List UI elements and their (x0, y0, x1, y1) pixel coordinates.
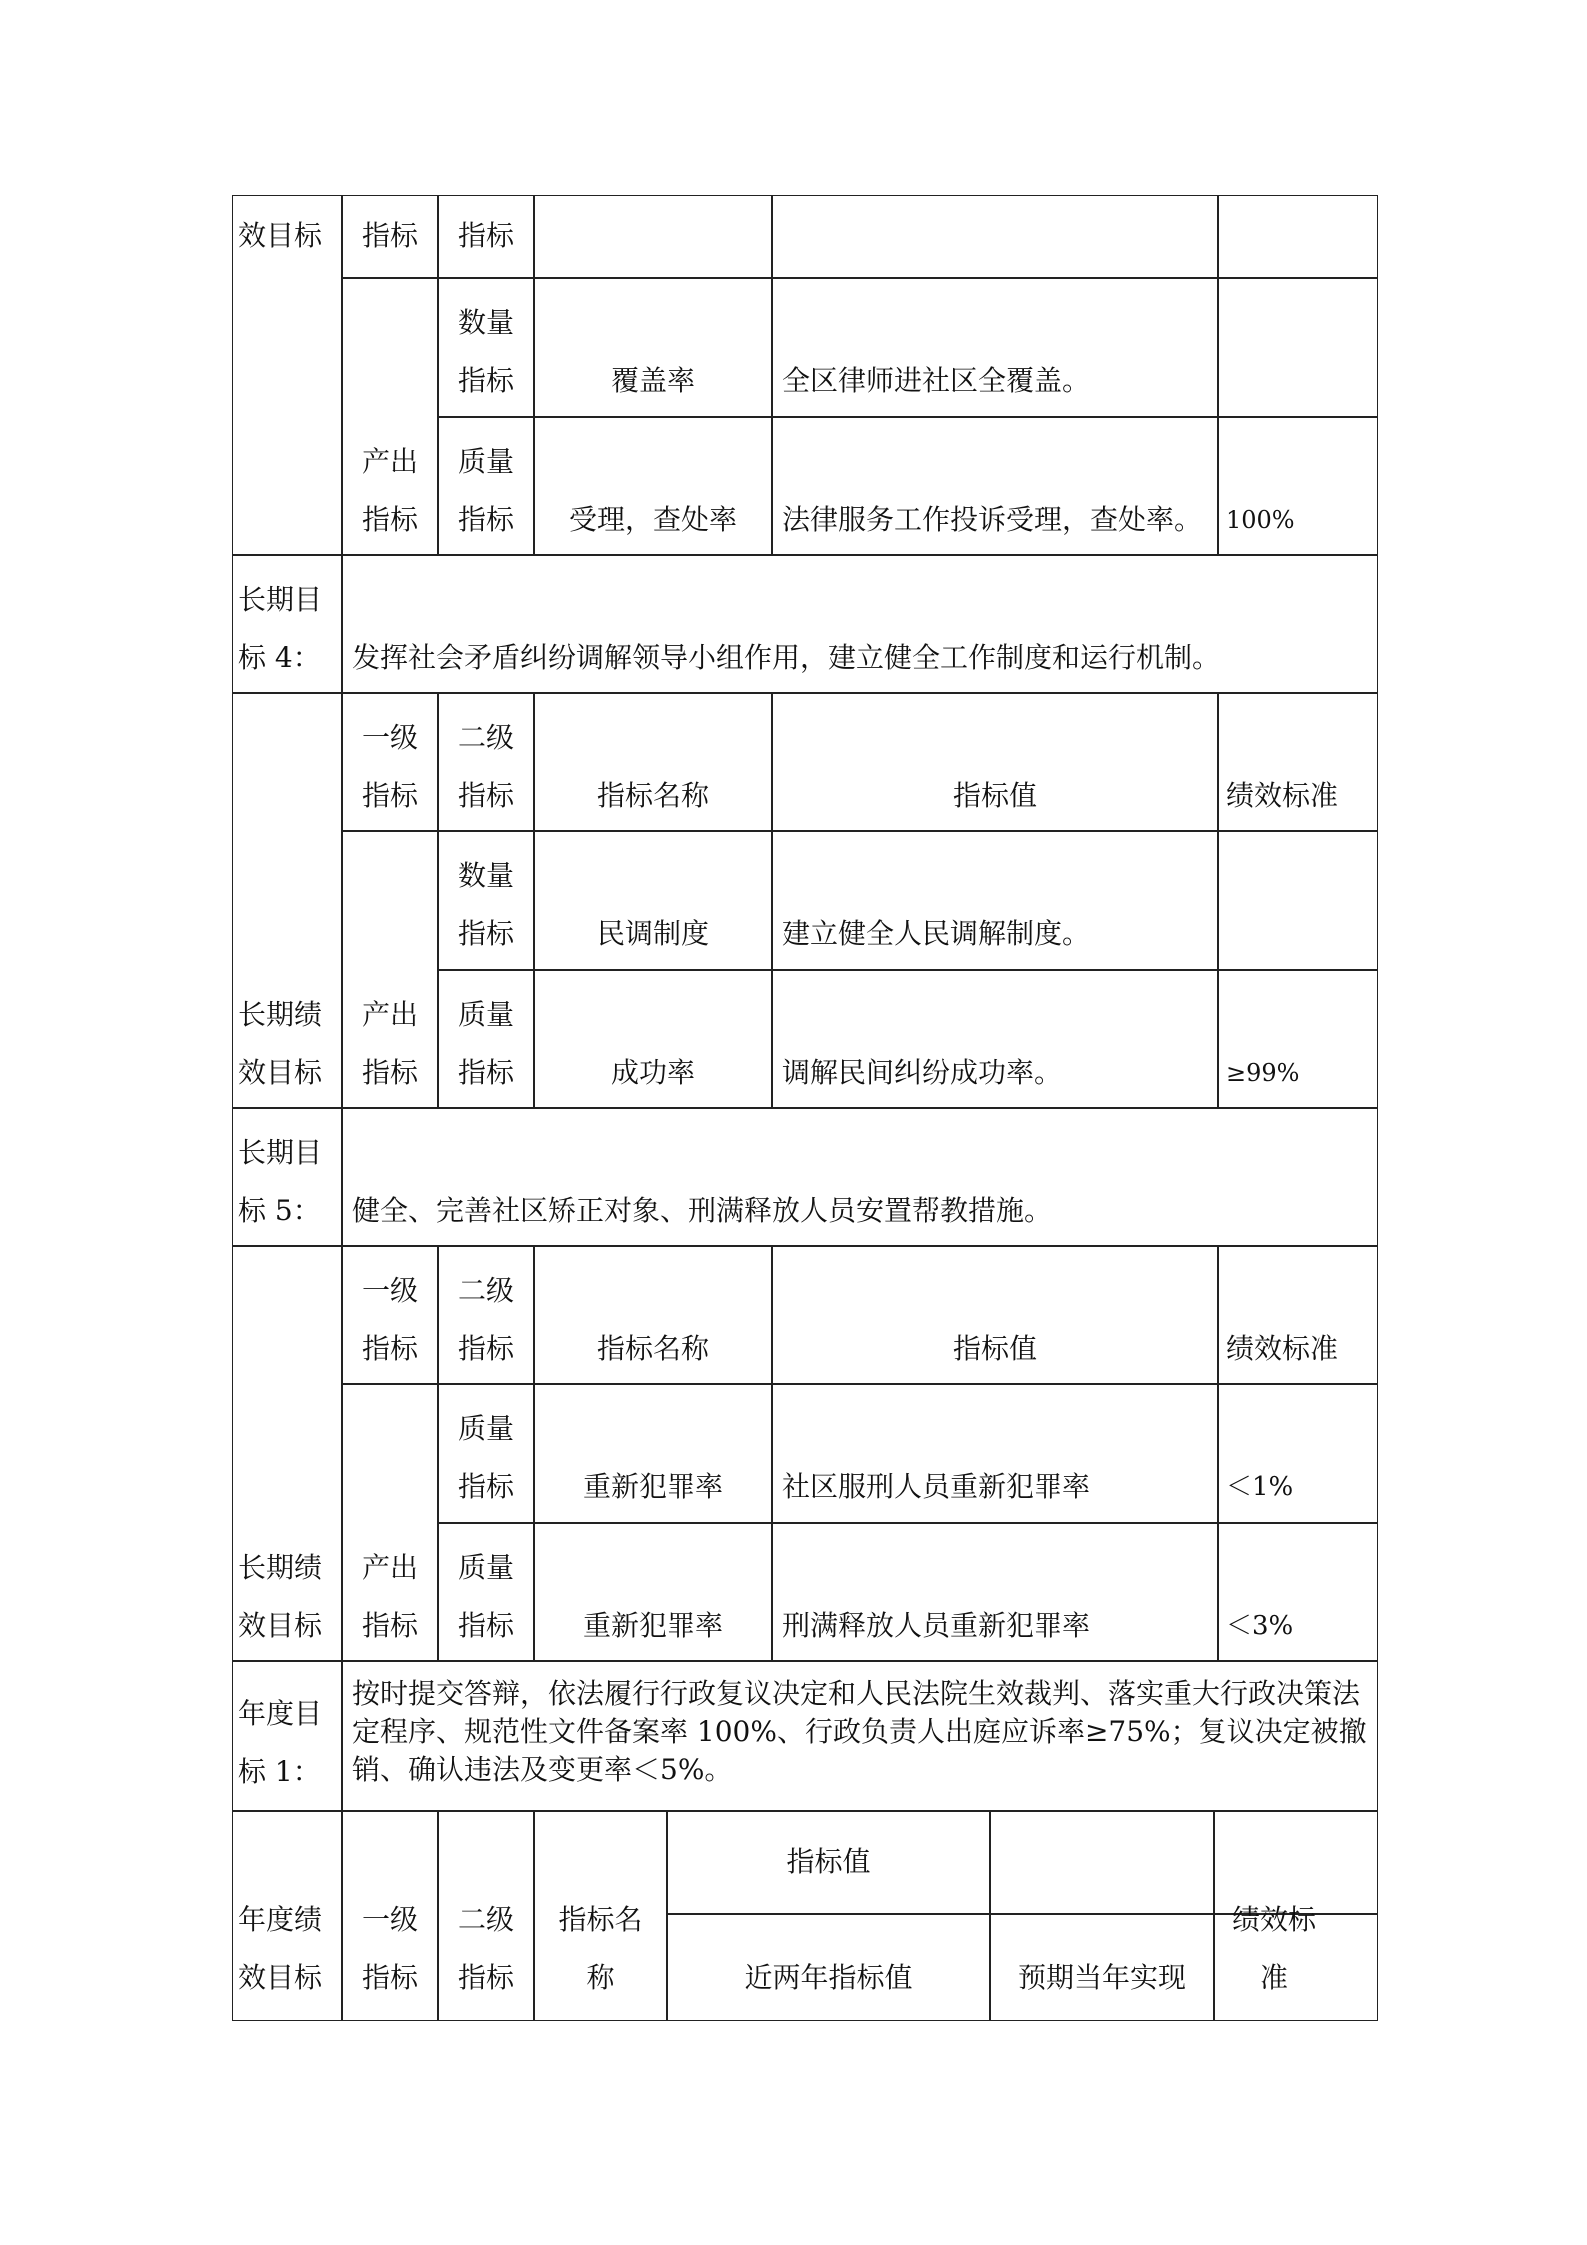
top-row2-level1-line2: 指标 (361, 503, 418, 536)
annual-goal1-label-line1: 年度目 (238, 1697, 323, 1730)
annual-standard-line1: 绩效标 (1231, 1903, 1316, 1936)
annual-level2-line1: 二级 (457, 1903, 514, 1936)
block5-row2-name: 重新犯罪率 (582, 1609, 723, 1642)
block4-header-level2-line1: 二级 (457, 721, 514, 754)
top-col2-header: 指标 (457, 219, 514, 252)
goal4-text: 发挥社会矛盾纠纷调解领导小组作用，建立健全工作制度和运行机制。 (352, 641, 1221, 674)
top-block-label: 效目标 (238, 219, 323, 252)
block5-row2-standard: ＜3% (1226, 1611, 1294, 1641)
block5-header-standard: 绩效标准 (1226, 1332, 1339, 1365)
top-row1-value: 全区律师进社区全覆盖。 (782, 364, 1091, 397)
block5-header-name: 指标名称 (596, 1332, 709, 1365)
annual-name-line1: 指标名 (558, 1903, 643, 1936)
annual-level1-line2: 指标 (361, 1961, 418, 1994)
block5-header-level2-line1: 二级 (457, 1274, 514, 1307)
block5-row2-level2-line1: 质量 (457, 1551, 514, 1584)
annual-value-header: 指标值 (786, 1845, 871, 1878)
block4-row2-level1-line2: 指标 (361, 1056, 418, 1089)
block4-label-line2: 效目标 (238, 1056, 323, 1089)
block4-row2-level2-line1: 质量 (457, 998, 514, 1031)
block4-row2-level2-line2: 指标 (457, 1056, 514, 1089)
goal5-text: 健全、完善社区矫正对象、刑满释放人员安置帮教措施。 (352, 1194, 1053, 1227)
annual-standard-line2: 准 (1259, 1961, 1288, 1994)
block5-row1-value: 社区服刑人员重新犯罪率 (782, 1470, 1091, 1503)
annual-name-line2: 称 (586, 1961, 615, 1994)
block4-row1-level2-line1: 数量 (457, 859, 514, 892)
block5-row2-value: 刑满释放人员重新犯罪率 (782, 1609, 1091, 1642)
block5-label-line1: 长期绩 (238, 1551, 323, 1584)
top-row1-level2-line2: 指标 (457, 364, 514, 397)
block5-row2-level2-line2: 指标 (457, 1609, 514, 1642)
block4-header-level1-line1: 一级 (361, 721, 418, 754)
block4-label-line1: 长期绩 (238, 998, 323, 1031)
annual-recent-header: 近两年指标值 (744, 1961, 913, 1994)
annual-goal1-text: 按时提交答辩，依法履行行政复议决定和人民法院生效裁判、落实重大行政决策法定程序、规范性文件备案率 100%、行政负责人出庭应诉率≥75%；复议决定被撤销、确认违法及变更率＜5%。 (352, 1677, 1367, 1786)
top-row2-name: 受理，查处率 (568, 503, 737, 536)
block4-header-value: 指标值 (952, 779, 1037, 812)
top-row1-name: 覆盖率 (610, 364, 695, 397)
top-row2-standard: 100% (1226, 506, 1295, 534)
block4-header-standard: 绩效标准 (1226, 779, 1339, 812)
block5-header-level2-line2: 指标 (457, 1332, 514, 1365)
top-col1-header: 指标 (361, 219, 418, 252)
block5-header-level1-line2: 指标 (361, 1332, 418, 1365)
annual-expected-header: 预期当年实现 (1017, 1961, 1186, 1994)
top-row2-value: 法律服务工作投诉受理，查处率。 (782, 503, 1203, 536)
annual-level2-line2: 指标 (457, 1961, 514, 1994)
top-row2-level2-line1: 质量 (457, 445, 514, 478)
block4-row2-level1-line1: 产出 (361, 998, 418, 1031)
block4-row1-name: 民调制度 (596, 917, 709, 950)
block4-row1-value: 建立健全人民调解制度。 (782, 917, 1091, 950)
block5-label-line2: 效目标 (238, 1609, 323, 1642)
annual-block-label-line2: 效目标 (238, 1961, 323, 1994)
performance-table (232, 195, 1378, 2021)
block4-header-name: 指标名称 (596, 779, 709, 812)
goal4-label-line2: 标 4： (238, 641, 321, 674)
block5-row1-level2-line2: 指标 (457, 1470, 514, 1503)
block5-row2-level1-line2: 指标 (361, 1609, 418, 1642)
block4-row2-name: 成功率 (610, 1056, 695, 1089)
block5-header-level1-line1: 一级 (361, 1274, 418, 1307)
annual-level1-line1: 一级 (361, 1903, 418, 1936)
annual-goal1-label-line2: 标 1： (238, 1755, 321, 1788)
goal4-label-line1: 长期目 (238, 583, 323, 616)
goal5-label-line1: 长期目 (238, 1136, 323, 1169)
block5-row2-level1-line1: 产出 (361, 1551, 418, 1584)
block5-row1-name: 重新犯罪率 (582, 1470, 723, 1503)
top-row1-level2-line1: 数量 (457, 306, 514, 339)
block4-header-level2-line2: 指标 (457, 779, 514, 812)
block4-row2-standard: ≥99% (1226, 1059, 1300, 1087)
top-row2-level1-line1: 产出 (361, 445, 418, 478)
block4-row2-value: 调解民间纠纷成功率。 (782, 1056, 1063, 1089)
block5-header-value: 指标值 (952, 1332, 1037, 1365)
annual-block-label-line1: 年度绩 (238, 1903, 323, 1936)
block4-row1-level2-line2: 指标 (457, 917, 514, 950)
block5-row1-standard: ＜1% (1226, 1472, 1294, 1502)
goal5-label-line2: 标 5： (238, 1194, 321, 1227)
top-row2-level2-line2: 指标 (457, 503, 514, 536)
block4-header-level1-line2: 指标 (361, 779, 418, 812)
block5-row1-level2-line1: 质量 (457, 1412, 514, 1445)
